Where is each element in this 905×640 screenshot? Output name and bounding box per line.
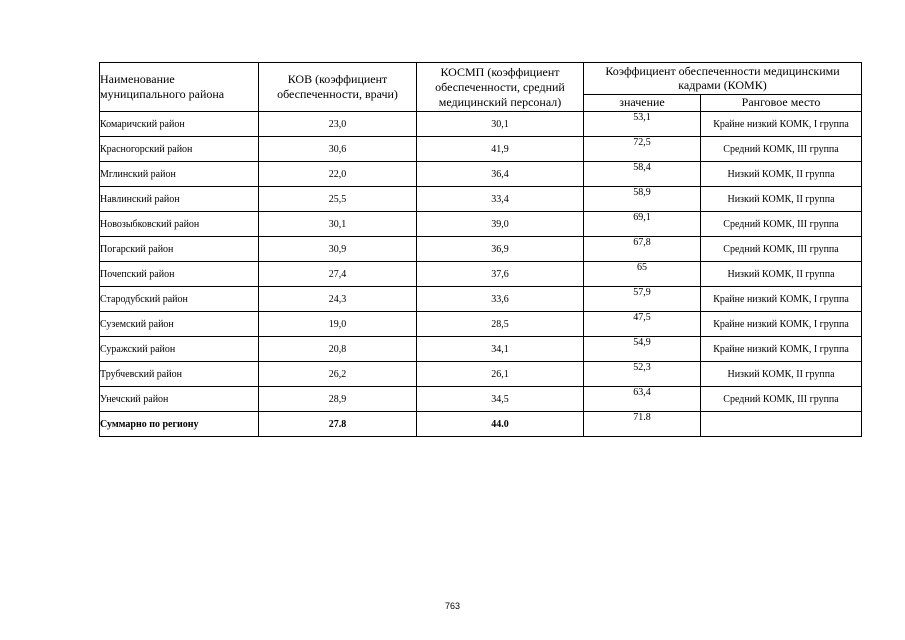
header-kov: КОВ (коэффициент обеспеченности, врачи) — [259, 63, 417, 112]
table-row — [100, 262, 862, 287]
komk-value-cell: 52,3 — [584, 362, 701, 387]
rank-cell: Крайне низкий КОМК, I группа — [701, 287, 862, 312]
table-row — [100, 287, 862, 312]
komk-value-cell: 53,1 — [584, 112, 701, 137]
komk-value-cell: 57,9 — [584, 287, 701, 312]
kosmp-cell: 33,6 — [417, 287, 584, 312]
komk-value-cell: 65 — [584, 262, 701, 287]
kosmp-cell: 26,1 — [417, 362, 584, 387]
table-row — [100, 387, 862, 412]
rank-cell: Низкий КОМК, II группа — [701, 362, 862, 387]
kov-cell: 19,0 — [259, 312, 417, 337]
header-value: значение — [584, 94, 701, 111]
header-rank: Ранговое место — [701, 94, 862, 111]
table-row — [100, 137, 862, 162]
district-name-cell: Суражский район — [100, 337, 259, 362]
table-row — [100, 112, 862, 137]
district-name-cell: Унечский район — [100, 387, 259, 412]
kov-cell: 27,4 — [259, 262, 417, 287]
kov-cell: 30,9 — [259, 237, 417, 262]
page-number: 763 — [444, 601, 461, 611]
header-kosmp: КОСМП (коэффициент обеспеченности, средний медицинский персонал) — [417, 63, 584, 112]
kov-cell: 25,5 — [259, 187, 417, 212]
kosmp-cell: 33,4 — [417, 187, 584, 212]
rank-cell: Средний КОМК, III группа — [701, 237, 862, 262]
rank-cell: Средний КОМК, III группа — [701, 137, 862, 162]
table-row — [100, 162, 862, 187]
komk-value-cell: 54,9 — [584, 337, 701, 362]
district-name-cell: Стародубский район — [100, 287, 259, 312]
rank-cell: Крайне низкий КОМК, I группа — [701, 312, 862, 337]
kosmp-cell: 36,9 — [417, 237, 584, 262]
rank-cell: Крайне низкий КОМК, I группа — [701, 112, 862, 137]
kov-cell: 30,6 — [259, 137, 417, 162]
district-name-cell: Красногорский район — [100, 137, 259, 162]
kov-cell: 24,3 — [259, 287, 417, 312]
total-kov-cell: 27.8 — [259, 412, 417, 437]
komk-value-cell: 69,1 — [584, 212, 701, 237]
district-name-cell: Комаричский район — [100, 112, 259, 137]
komk-value-cell: 58,4 — [584, 162, 701, 187]
table-row — [100, 312, 862, 337]
rank-cell: Низкий КОМК, II группа — [701, 162, 862, 187]
komk-table — [99, 62, 862, 437]
rank-cell: Низкий КОМК, II группа — [701, 262, 862, 287]
district-name-cell: Мглинский район — [100, 162, 259, 187]
komk-value-cell: 58,9 — [584, 187, 701, 212]
kosmp-cell: 34,5 — [417, 387, 584, 412]
district-name-cell: Новозыбковский район — [100, 212, 259, 237]
kov-cell: 26,2 — [259, 362, 417, 387]
kosmp-cell: 36,4 — [417, 162, 584, 187]
table-row — [100, 362, 862, 387]
district-name-cell: Трубчевский район — [100, 362, 259, 387]
total-name-cell: Суммарно по региону — [100, 412, 259, 437]
kosmp-cell: 37,6 — [417, 262, 584, 287]
district-name-cell: Навлинский район — [100, 187, 259, 212]
header-district-name: Наименование муниципального района — [100, 63, 259, 112]
rank-cell: Средний КОМК, III группа — [701, 387, 862, 412]
kosmp-cell: 34,1 — [417, 337, 584, 362]
rank-cell: Крайне низкий КОМК, I группа — [701, 337, 862, 362]
total-kosmp-cell: 44.0 — [417, 412, 584, 437]
rank-cell: Низкий КОМК, II группа — [701, 187, 862, 212]
header-komk: Коэффициент обеспеченности медицинскими кадрами (КОМК) — [584, 63, 862, 95]
table-row — [100, 212, 862, 237]
kosmp-cell: 41,9 — [417, 137, 584, 162]
total-komk-value-cell: 71.8 — [584, 412, 701, 437]
kov-cell: 30,1 — [259, 212, 417, 237]
komk-value-cell: 67,8 — [584, 237, 701, 262]
district-name-cell: Почепский район — [100, 262, 259, 287]
table-row — [100, 187, 862, 212]
komk-value-cell: 63,4 — [584, 387, 701, 412]
komk-value-cell: 72,5 — [584, 137, 701, 162]
komk-value-cell: 47,5 — [584, 312, 701, 337]
kosmp-cell: 28,5 — [417, 312, 584, 337]
total-rank-cell — [701, 412, 862, 437]
kosmp-cell: 30,1 — [417, 112, 584, 137]
district-name-cell: Погарский район — [100, 237, 259, 262]
table-row — [100, 337, 862, 362]
kosmp-cell: 39,0 — [417, 212, 584, 237]
table-row — [100, 237, 862, 262]
total-row — [100, 412, 862, 437]
kov-cell: 22,0 — [259, 162, 417, 187]
kov-cell: 23,0 — [259, 112, 417, 137]
kov-cell: 28,9 — [259, 387, 417, 412]
rank-cell: Средний КОМК, III группа — [701, 212, 862, 237]
district-name-cell: Суземский район — [100, 312, 259, 337]
kov-cell: 20,8 — [259, 337, 417, 362]
